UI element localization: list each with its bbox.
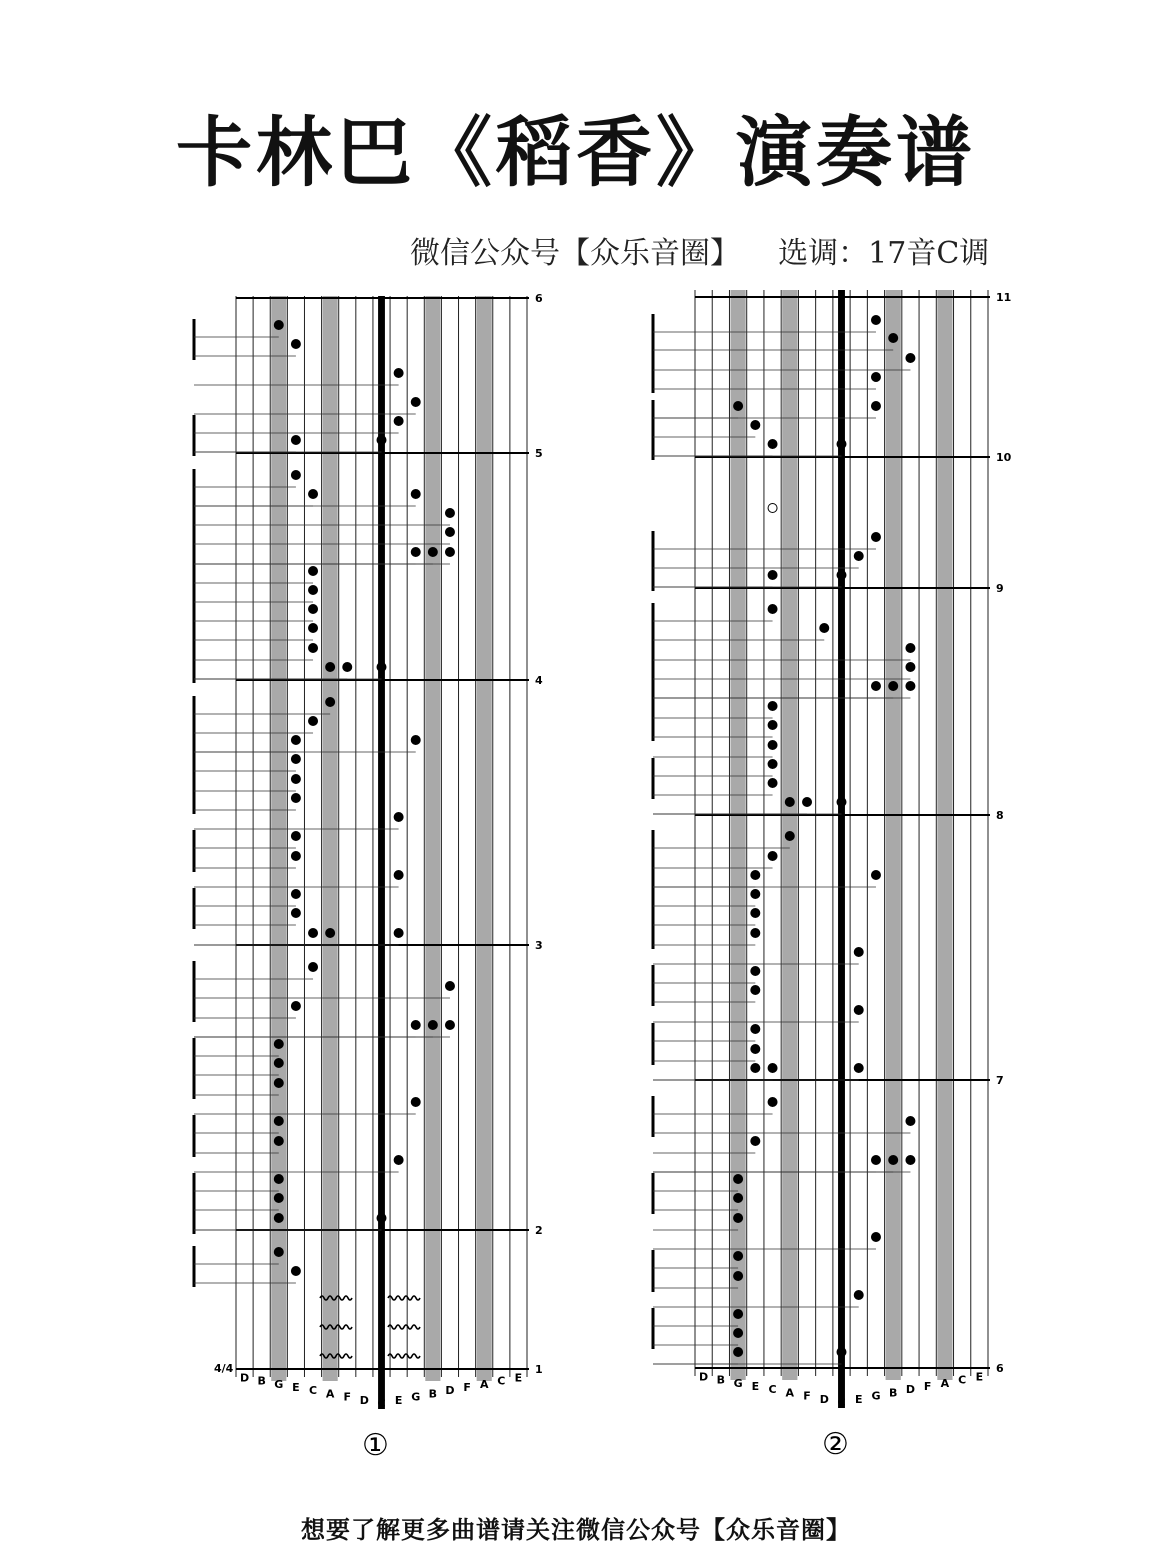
note-dot [750, 985, 760, 995]
key-label: B [716, 1373, 726, 1387]
note-dot [325, 928, 335, 938]
note-dot [871, 1232, 881, 1242]
measure-number: 6 [996, 1362, 1004, 1375]
note-dot [888, 1155, 898, 1165]
note-dot [445, 508, 455, 518]
note-dot [854, 551, 864, 561]
note-dot [750, 1136, 760, 1146]
note-dot [768, 851, 778, 861]
note-dot [785, 797, 795, 807]
key-label: G [733, 1376, 743, 1390]
note-dot [291, 851, 301, 861]
key-label: C [308, 1384, 318, 1398]
note-dot [394, 928, 404, 938]
note-dot [871, 532, 881, 542]
note-dot [428, 1020, 438, 1030]
key-label: E [292, 1381, 300, 1394]
note-dot [377, 662, 387, 672]
note-dot [291, 774, 301, 784]
note-dot [291, 470, 301, 480]
note-dot [854, 1005, 864, 1015]
note-dot [768, 778, 778, 788]
note-dot [274, 320, 284, 330]
note-dot [750, 889, 760, 899]
note-dot [733, 1328, 743, 1338]
page-title: 卡林巴《稻香》演奏谱 [176, 108, 976, 197]
note-dot [733, 1213, 743, 1223]
measure-number: 7 [996, 1074, 1004, 1087]
note-dot [411, 489, 421, 499]
note-dot [291, 339, 301, 349]
measure-number: 5 [535, 447, 543, 460]
note-dot [325, 662, 335, 672]
note-dot [411, 397, 421, 407]
note-dot [733, 1251, 743, 1261]
key-label: G [274, 1377, 284, 1391]
note-dot [411, 547, 421, 557]
key-label: A [479, 1377, 489, 1391]
key-label: F [463, 1381, 471, 1394]
key-label: D [905, 1383, 916, 1397]
note-dot [854, 947, 864, 957]
note-dot [445, 981, 455, 991]
measure-number: 4 [535, 674, 543, 687]
note-dot [905, 681, 915, 691]
note-dot [394, 416, 404, 426]
measure-number: 3 [535, 939, 543, 952]
grey-tine [886, 290, 901, 1380]
note-dot [733, 1309, 743, 1319]
note-dot [733, 401, 743, 411]
grey-tine [477, 296, 492, 1381]
panel-marker: ② [822, 1427, 849, 1462]
note-dot [291, 831, 301, 841]
glissando-wave [388, 1354, 420, 1358]
note-dot [768, 720, 778, 730]
note-dot [291, 754, 301, 764]
key-label: E [394, 1393, 403, 1407]
note-dot [308, 962, 318, 972]
note-dot [768, 1063, 778, 1073]
key-label: E [751, 1380, 760, 1393]
note-dot [905, 353, 915, 363]
time-signature: 4/4 [214, 1362, 234, 1375]
note-dot [274, 1116, 284, 1126]
note-dot [768, 1097, 778, 1107]
note-dot [445, 547, 455, 557]
note-dot [768, 439, 778, 449]
note-dot [394, 1155, 404, 1165]
note-dot [802, 797, 812, 807]
note-dot [837, 797, 847, 807]
note-dot [274, 1136, 284, 1146]
key-label: F [343, 1390, 352, 1404]
note-dot [733, 1271, 743, 1281]
note-dot [411, 1020, 421, 1030]
key-label: D [359, 1393, 369, 1407]
key-label: B [889, 1386, 898, 1400]
note-dot [768, 759, 778, 769]
key-label: A [940, 1376, 950, 1390]
note-dot [768, 740, 778, 750]
note-dot [291, 908, 301, 918]
note-dot [274, 1213, 284, 1223]
note-dot [837, 570, 847, 580]
note-dot [871, 681, 881, 691]
note-dot [377, 1213, 387, 1223]
key-label: B [428, 1387, 438, 1401]
subtitle: 微信公众号【众乐音圈】 选调：17音C调 [410, 236, 990, 271]
measure-number: 8 [996, 809, 1004, 822]
note-dot [308, 716, 318, 726]
note-dot [888, 333, 898, 343]
note-dot [325, 697, 335, 707]
note-dot [411, 735, 421, 745]
note-dot [428, 547, 438, 557]
measure-number: 6 [535, 292, 543, 305]
note-dot [308, 643, 318, 653]
note-dot [785, 831, 795, 841]
note-dot [871, 372, 881, 382]
note-dot [750, 908, 760, 918]
note-dot [888, 681, 898, 691]
note-dot [819, 623, 829, 633]
key-label: C [377, 1397, 386, 1410]
note-dot [750, 966, 760, 976]
note-dot [274, 1078, 284, 1088]
note-dot [291, 735, 301, 745]
key-label: B [257, 1374, 266, 1388]
key-label: C [837, 1396, 846, 1409]
note-dot [905, 662, 915, 672]
footer-text: 想要了解更多曲谱请关注微信公众号【众乐音圈】 [301, 1516, 851, 1544]
note-dot [768, 570, 778, 580]
key-label: C [768, 1383, 777, 1397]
key-label: F [803, 1389, 811, 1403]
measure-number: 11 [996, 291, 1012, 304]
note-dot [308, 566, 318, 576]
note-dot [291, 1266, 301, 1276]
key-label: C [497, 1374, 506, 1388]
note-dot [274, 1058, 284, 1068]
measure-number: 9 [996, 582, 1004, 595]
glissando-wave [388, 1325, 420, 1329]
note-dot [308, 928, 318, 938]
note-dot [291, 1001, 301, 1011]
key-label: D [239, 1371, 250, 1385]
note-dot [377, 435, 387, 445]
note-dot [854, 1063, 864, 1073]
note-dot [750, 870, 760, 880]
note-dot [445, 527, 455, 537]
key-label: E [514, 1371, 523, 1385]
note-dot [750, 928, 760, 938]
note-dot [394, 812, 404, 822]
note-dot [274, 1193, 284, 1203]
glissando-wave [388, 1296, 420, 1300]
note-dot [837, 1347, 847, 1357]
note-dot [750, 1063, 760, 1073]
note-dot [905, 1155, 915, 1165]
key-label: A [785, 1386, 795, 1400]
note-dot [871, 401, 881, 411]
note-dot [274, 1174, 284, 1184]
note-dot [274, 1039, 284, 1049]
grey-tine [937, 290, 952, 1380]
note-dot [308, 623, 318, 633]
note-dot [733, 1174, 743, 1184]
note-dot [445, 1020, 455, 1030]
key-label: A [325, 1387, 335, 1401]
key-label: E [854, 1392, 863, 1406]
note-dot [411, 1097, 421, 1107]
note-dot [871, 870, 881, 880]
grey-tine [323, 296, 338, 1381]
note-hollow [768, 504, 777, 513]
key-label: G [871, 1389, 881, 1403]
grey-tine [425, 296, 440, 1381]
note-dot [308, 585, 318, 595]
note-dot [871, 1155, 881, 1165]
key-label: G [411, 1390, 421, 1404]
panel-marker: ① [362, 1428, 389, 1463]
note-dot [750, 1044, 760, 1054]
note-dot [291, 889, 301, 899]
note-dot [733, 1193, 743, 1203]
note-dot [291, 435, 301, 445]
key-label: F [923, 1380, 932, 1393]
note-dot [854, 1290, 864, 1300]
key-label: D [819, 1392, 829, 1406]
note-dot [308, 489, 318, 499]
note-dot [394, 870, 404, 880]
note-dot [750, 420, 760, 430]
note-dot [905, 1116, 915, 1126]
note-dot [768, 701, 778, 711]
center-c-tine [378, 296, 385, 1409]
key-label: E [975, 1370, 984, 1384]
measure-number: 2 [535, 1224, 543, 1237]
measure-number: 10 [996, 451, 1012, 464]
note-dot [342, 662, 352, 672]
note-dot [291, 793, 301, 803]
note-dot [837, 439, 847, 449]
note-dot [394, 368, 404, 378]
measure-number: 1 [535, 1363, 543, 1376]
note-dot [871, 315, 881, 325]
note-dot [768, 604, 778, 614]
key-label: D [445, 1384, 455, 1398]
note-dot [750, 1024, 760, 1034]
key-label: C [958, 1373, 967, 1387]
note-dot [733, 1347, 743, 1357]
key-label: D [699, 1370, 709, 1384]
note-dot [905, 643, 915, 653]
note-dot [274, 1247, 284, 1257]
note-dot [308, 604, 318, 614]
